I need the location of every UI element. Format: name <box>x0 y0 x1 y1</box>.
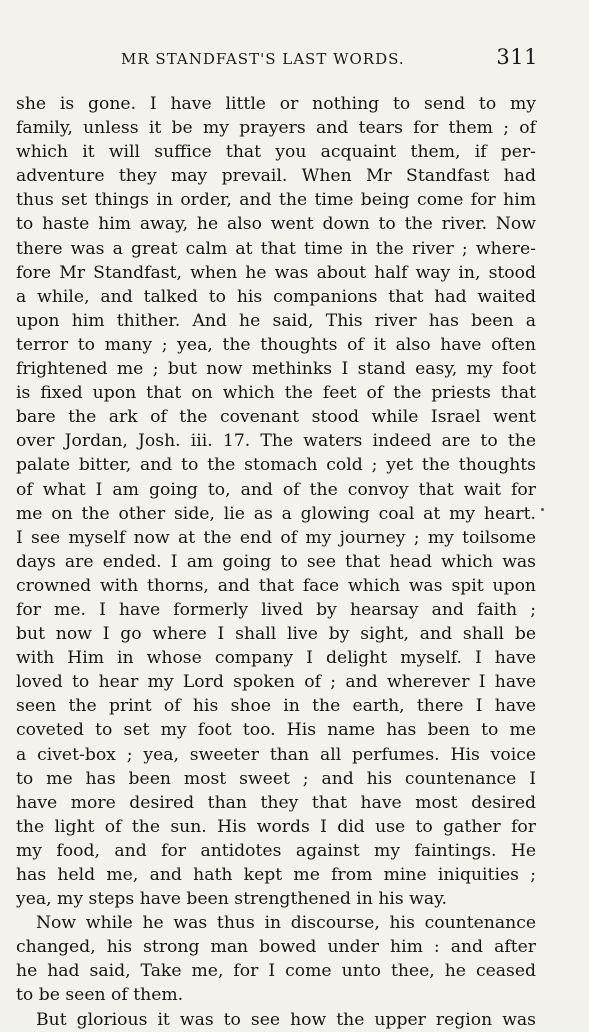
text-line: seen the print of his shoe in the earth, there I have <box>16 696 536 717</box>
text-line: I see myself now at the end of my journey ; my toilsome <box>16 527 536 548</box>
text-line: a civet-box ; yea, sweeter than all perfumes. His voice <box>16 744 536 765</box>
text-line: she is gone. I have little or nothing to send to my <box>16 94 536 114</box>
text-line: to haste him away, he also went down to the river. Now <box>16 214 536 235</box>
text-line: my food, and for antidotes against my faintings. He <box>16 840 536 861</box>
text-line: fore Mr Standfast, when he was about half way in, stood <box>16 262 536 283</box>
text-line: palate bitter, and to the stomach cold ; yet the thoughts <box>16 455 536 476</box>
text-line: Now while he was thus in discourse, his countenance <box>36 913 536 934</box>
text-line: upon him thither. And he said, This river has been a <box>16 310 536 331</box>
body-text <box>16 92 536 1032</box>
text-line: over Jordan, Josh. iii. 17. The waters indeed are to the <box>16 431 536 452</box>
paragraph <box>16 1008 536 1032</box>
text-line: of what I am going to, and of the convoy that wait for <box>16 479 536 500</box>
print-speck <box>541 508 544 511</box>
running-title: MR STANDFAST'S LAST WORDS. <box>121 50 405 68</box>
text-line: terror to many ; yea, the thoughts of it also have often <box>16 334 536 355</box>
text-line: But glorious it was to see how the upper region was <box>36 1009 536 1030</box>
text-line: adventure they may prevail. When Mr Standfast had <box>16 166 536 187</box>
text-line: coveted to set my foot too. His name has been to me <box>16 720 536 741</box>
text-line: is fixed upon that on which the feet of the priests that <box>16 383 536 404</box>
running-head <box>18 45 538 78</box>
text-line: there was a great calm at that time in the river ; where- <box>16 238 536 259</box>
paragraph <box>16 911 536 1007</box>
text-line: but now I go where I shall live by sight, and shall be <box>16 624 536 645</box>
text-line: with Him in whose company I delight myself. I have <box>16 648 536 669</box>
text-line: yea, my steps have been strengthened in his way. <box>16 889 448 910</box>
text-line: has held me, and hath kept me from mine iniquities ; <box>16 865 536 885</box>
text-line: thus set things in order, and the time being come for him <box>16 190 536 211</box>
text-line: loved to hear my Lord spoken of ; and wherever I have <box>16 672 536 693</box>
text-line: which it will suffice that you acquaint them, if per- <box>16 142 536 163</box>
page-number: 311 <box>496 45 538 69</box>
text-line: frightened me ; but now methinks I stand easy, my foot <box>16 359 536 380</box>
text-line: he had said, Take me, for I come unto thee, he ceased <box>16 961 536 982</box>
text-line: bare the ark of the covenant stood while Israel went <box>16 407 536 428</box>
text-line: have more desired than they that have most desired <box>16 792 536 813</box>
text-line: to me has been most sweet ; and his countenance I <box>16 768 536 789</box>
text-line: changed, his strong man bowed under him : and after <box>16 937 536 958</box>
text-line: days are ended. I am going to see that head which was <box>16 551 536 572</box>
text-line: me on the other side, lie as a glowing coal at my heart. <box>16 503 536 524</box>
text-line: the light of the sun. His words I did use to gather for <box>16 816 536 837</box>
text-line: for me. I have formerly lived by hearsay and faith ; <box>16 599 536 620</box>
paragraph <box>16 92 536 911</box>
text-line: to be seen of them. <box>16 985 184 1006</box>
text-line: family, unless it be my prayers and tears for them ; of <box>16 118 536 139</box>
text-line: a while, and talked to his companions that had waited <box>16 286 536 307</box>
text-line: crowned with thorns, and that face which was spit upon <box>16 575 536 596</box>
